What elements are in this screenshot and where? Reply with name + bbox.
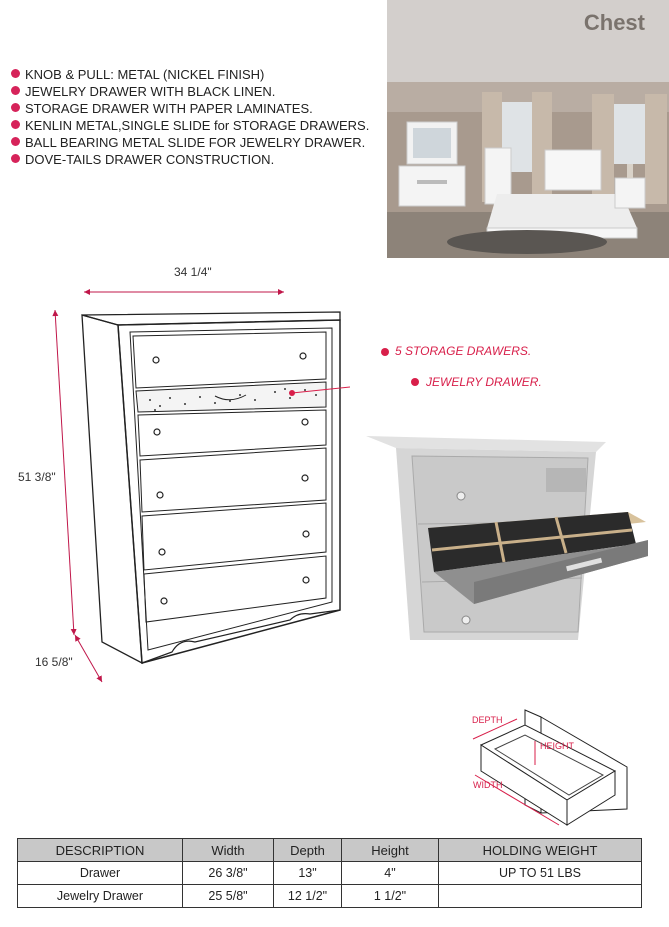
bullet-icon [11,137,20,146]
column-header: DESCRIPTION [18,839,183,862]
column-header: Height [342,839,439,862]
jewelry-drawer-photo [366,432,652,640]
storage-drawers-callout: 5 STORAGE DRAWERS. [395,344,532,358]
column-header: Depth [274,839,342,862]
feature-item: JEWELRY DRAWER WITH BLACK LINEN. [11,83,371,100]
column-header: HOLDING WEIGHT [439,839,642,862]
feature-item: BALL BEARING METAL SLIDE FOR JEWELRY DRAWER. [11,134,371,151]
callout-dot [381,348,389,356]
depth-label: DEPTH [472,715,503,725]
table-cell: 25 5/8" [183,885,274,908]
table-cell: UP TO 51 LBS [439,862,642,885]
width-label: WIDTH [473,780,503,790]
table-row [18,885,642,908]
header-panel [387,0,669,82]
bullet-icon [11,86,20,95]
bullet-icon [11,154,20,163]
table-cell: 13" [274,862,342,885]
feature-item: KENLIN METAL,SINGLE SLIDE for STORAGE DRAWERS. [11,117,371,134]
chest-line-drawing [40,280,350,690]
bullet-icon [11,103,20,112]
column-header: Width [183,839,274,862]
feature-item: KNOB & PULL: METAL (NICKEL FINISH) [11,66,371,83]
spec-table [17,838,642,908]
table-cell: 12 1/2" [274,885,342,908]
table-cell: 1 1/2" [342,885,439,908]
table-cell: Jewelry Drawer [18,885,183,908]
table-cell: 26 3/8" [183,862,274,885]
page-title: Chest [583,10,645,35]
feature-item: STORAGE DRAWER WITH PAPER LAMINATES. [11,100,371,117]
height-dimension: 51 3/8" [18,470,56,484]
table-header-row [18,839,642,862]
table-cell [439,885,642,908]
depth-dimension: 16 5/8" [35,655,73,669]
feature-item: DOVE-TAILS DRAWER CONSTRUCTION. [11,151,371,168]
jewelry-drawer-callout: JEWELRY DRAWER. [426,375,542,389]
callout-dot [411,378,419,386]
table-cell: 4" [342,862,439,885]
bedroom-photo [387,82,669,258]
feature-list [11,66,371,168]
width-dimension: 34 1/4" [174,265,212,279]
bullet-icon [11,120,20,129]
bullet-icon [11,69,20,78]
table-row [18,862,642,885]
height-label: HEIGHT [540,741,575,751]
table-cell: Drawer [18,862,183,885]
